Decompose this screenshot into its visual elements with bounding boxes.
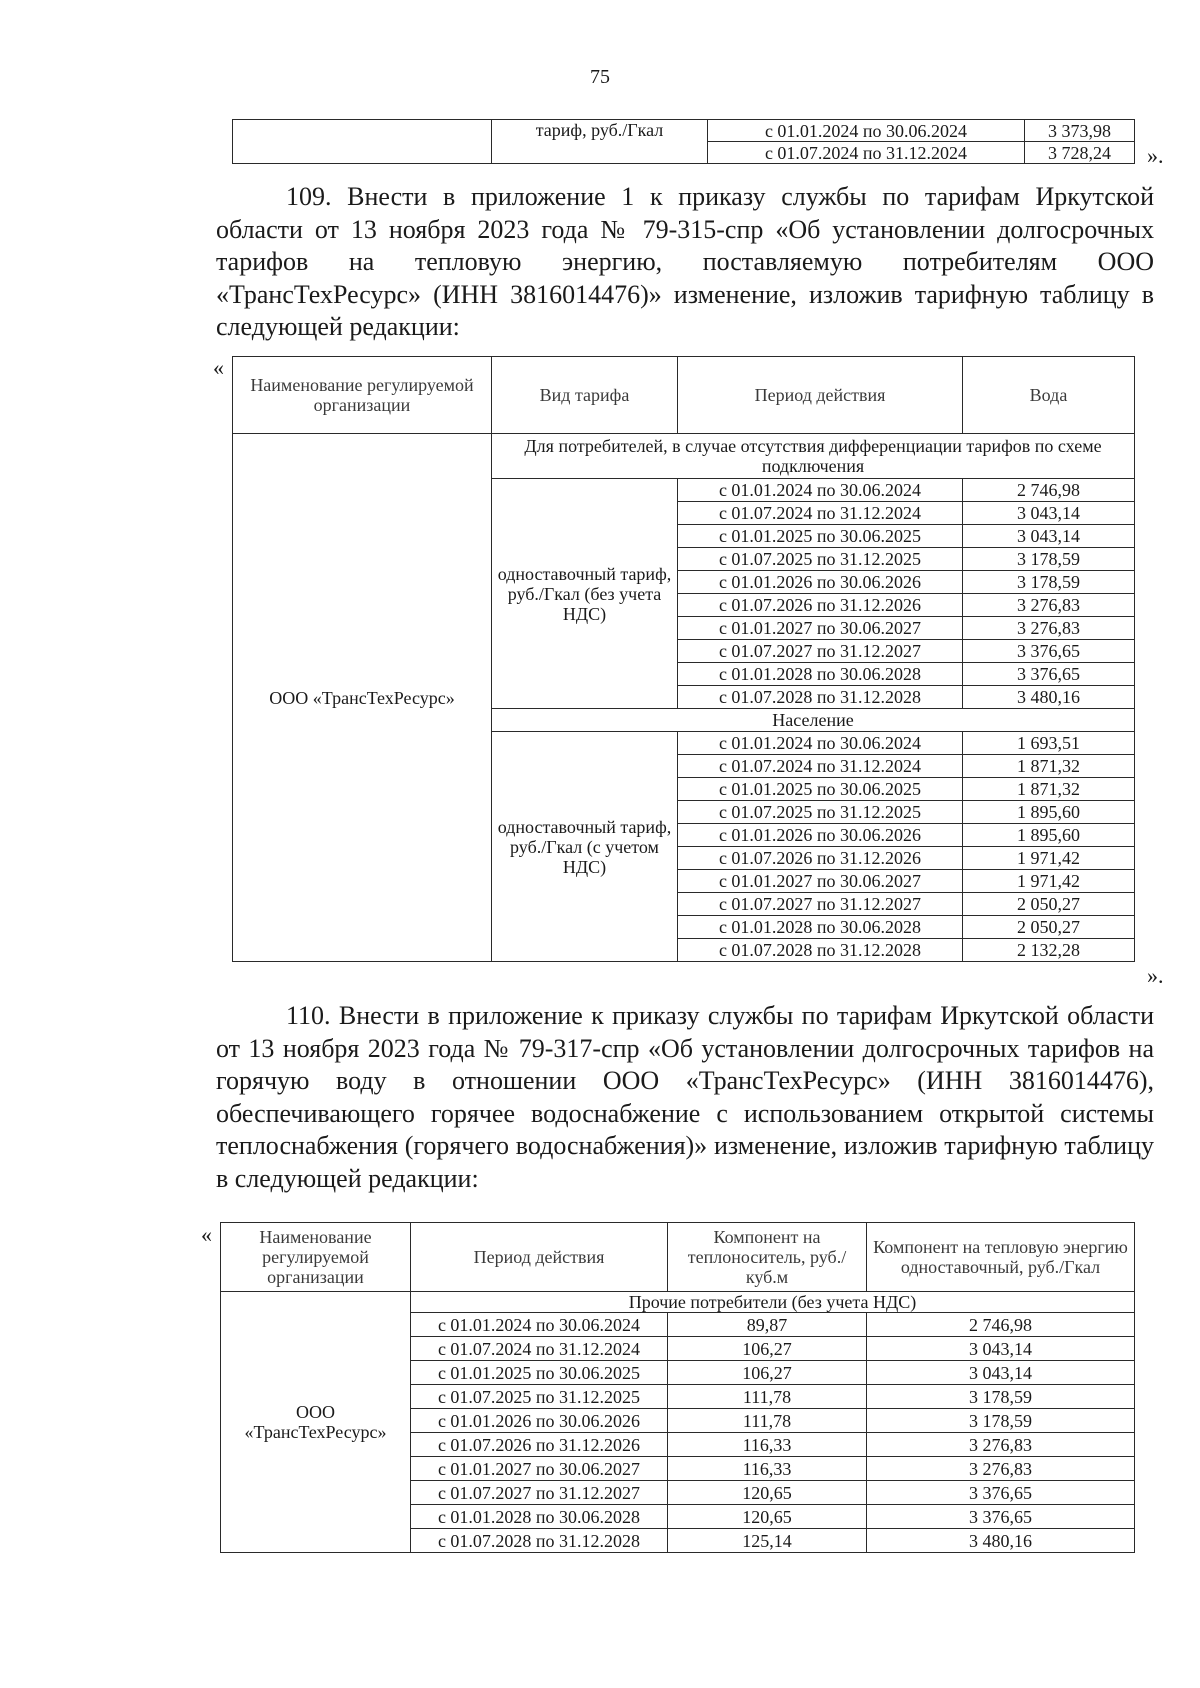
carrier-cell: 111,78 bbox=[668, 1385, 867, 1409]
org-name: ООО «ТрансТехРесурс» bbox=[221, 1292, 411, 1553]
energy-cell: 3 276,83 bbox=[867, 1433, 1135, 1457]
period-cell: с 01.07.2026 по 31.12.2026 bbox=[678, 847, 963, 870]
paragraph-109 bbox=[216, 181, 1154, 344]
value-cell: 3 276,83 bbox=[963, 617, 1135, 640]
tariff-table-110 bbox=[220, 1222, 1135, 1553]
header-org: Наименование регулируемой организации bbox=[221, 1223, 411, 1292]
energy-cell: 3 178,59 bbox=[867, 1385, 1135, 1409]
energy-cell: 3 376,65 bbox=[867, 1481, 1135, 1505]
carrier-cell: 120,65 bbox=[668, 1505, 867, 1529]
period-cell: с 01.07.2028 по 31.12.2028 bbox=[678, 939, 963, 962]
tariff-label: тариф, руб./Гкал bbox=[492, 120, 708, 164]
value-cell: 3 376,65 bbox=[963, 663, 1135, 686]
period-cell: с 01.01.2027 по 30.06.2027 bbox=[678, 617, 963, 640]
header-period: Период действия bbox=[678, 357, 963, 434]
header-carrier-component: Компонент на теплоноситель, руб./куб.м bbox=[668, 1223, 867, 1292]
continuation-table bbox=[232, 119, 1135, 164]
paragraph-110-text: 110. Внести в приложение к приказу службы по тарифам Иркутской области от 13 ноября 2023 года № 79-317-спр «Об установлении долгосрочных тарифов на горячую воду в отношении ООО «ТрансТехРесурс» (ИНН 3816014476), обеспечивающего горячее водоснабжение с использованием открытой системы теплоснабжения (горячего водоснабжения)» изменение, изложив тарифную таблицу в следующей редакции: bbox=[216, 1001, 1154, 1193]
value-cell: 1 895,60 bbox=[963, 801, 1135, 824]
value-cell: 3 728,24 bbox=[1025, 142, 1135, 164]
carrier-cell: 116,33 bbox=[668, 1457, 867, 1481]
period-cell: с 01.01.2024 по 30.06.2024 bbox=[708, 120, 1025, 142]
carrier-cell: 116,33 bbox=[668, 1433, 867, 1457]
period-cell: с 01.01.2025 по 30.06.2025 bbox=[678, 525, 963, 548]
period-cell: с 01.01.2028 по 30.06.2028 bbox=[411, 1505, 668, 1529]
period-cell: с 01.07.2027 по 31.12.2027 bbox=[678, 640, 963, 663]
carrier-cell: 89,87 bbox=[668, 1313, 867, 1337]
period-cell: с 01.01.2025 по 30.06.2025 bbox=[678, 778, 963, 801]
group-title-population: Население bbox=[492, 709, 1135, 732]
period-cell: с 01.01.2025 по 30.06.2025 bbox=[411, 1361, 668, 1385]
tariff-type-no-vat: одноставочный тариф, руб./Гкал (без учета НДС) bbox=[492, 479, 678, 709]
value-cell: 3 276,83 bbox=[963, 594, 1135, 617]
carrier-cell: 106,27 bbox=[668, 1361, 867, 1385]
period-cell: с 01.01.2027 по 30.06.2027 bbox=[678, 870, 963, 893]
period-cell: с 01.01.2026 по 30.06.2026 bbox=[678, 571, 963, 594]
period-cell: с 01.07.2026 по 31.12.2026 bbox=[411, 1433, 668, 1457]
value-cell: 2 746,98 bbox=[963, 479, 1135, 502]
header-tariff-type: Вид тарифа bbox=[492, 357, 678, 434]
period-cell: с 01.07.2024 по 31.12.2024 bbox=[708, 142, 1025, 164]
energy-cell: 3 178,59 bbox=[867, 1409, 1135, 1433]
value-cell: 3 376,65 bbox=[963, 640, 1135, 663]
value-cell: 2 050,27 bbox=[963, 916, 1135, 939]
header-energy-component: Компонент на тепловую энергию одноставочный, руб./Гкал bbox=[867, 1223, 1135, 1292]
period-cell: с 01.01.2028 по 30.06.2028 bbox=[678, 916, 963, 939]
energy-cell: 3 043,14 bbox=[867, 1337, 1135, 1361]
period-cell: с 01.07.2025 по 31.12.2025 bbox=[678, 548, 963, 571]
period-cell: с 01.07.2027 по 31.12.2027 bbox=[411, 1481, 668, 1505]
period-cell: с 01.01.2024 по 30.06.2024 bbox=[678, 732, 963, 755]
paragraph-109-text: 109. Внести в приложение 1 к приказу службы по тарифам Иркутской области от 13 ноября 2023 года № 79-315-спр «Об установлении долгосрочных тарифов на тепловую энергию, поставляемую потребителям ООО «ТрансТехРесурс» (ИНН 3816014476)» изменение, изложив тарифную таблицу в следующей редакции: bbox=[216, 182, 1154, 341]
value-cell: 2 050,27 bbox=[963, 893, 1135, 916]
value-cell: 1 971,42 bbox=[963, 870, 1135, 893]
period-cell: с 01.01.2026 по 30.06.2026 bbox=[411, 1409, 668, 1433]
page-number: 75 bbox=[590, 66, 610, 88]
tariff-type-with-vat: одноставочный тариф, руб./Гкал (с учетом НДС) bbox=[492, 732, 678, 962]
energy-cell: 3 376,65 bbox=[867, 1505, 1135, 1529]
period-cell: с 01.07.2024 по 31.12.2024 bbox=[411, 1337, 668, 1361]
value-cell: 1 871,32 bbox=[963, 778, 1135, 801]
carrier-cell: 106,27 bbox=[668, 1337, 867, 1361]
closing-quote: ». bbox=[1147, 143, 1164, 168]
value-cell: 2 132,28 bbox=[963, 939, 1135, 962]
value-cell: 3 178,59 bbox=[963, 548, 1135, 571]
value-cell: 3 043,14 bbox=[963, 525, 1135, 548]
energy-cell: 3 276,83 bbox=[867, 1457, 1135, 1481]
energy-cell: 3 480,16 bbox=[867, 1529, 1135, 1553]
value-cell: 3 178,59 bbox=[963, 571, 1135, 594]
header-org: Наименование регулируемой организации bbox=[233, 357, 492, 434]
value-cell: 3 480,16 bbox=[963, 686, 1135, 709]
header-water: Вода bbox=[963, 357, 1135, 434]
period-cell: с 01.07.2025 по 31.12.2025 bbox=[678, 801, 963, 824]
value-cell: 1 971,42 bbox=[963, 847, 1135, 870]
carrier-cell: 120,65 bbox=[668, 1481, 867, 1505]
period-cell: с 01.07.2025 по 31.12.2025 bbox=[411, 1385, 668, 1409]
energy-cell: 2 746,98 bbox=[867, 1313, 1135, 1337]
paragraph-110 bbox=[216, 1000, 1154, 1195]
value-cell: 1 871,32 bbox=[963, 755, 1135, 778]
carrier-cell: 125,14 bbox=[668, 1529, 867, 1553]
period-cell: с 01.07.2024 по 31.12.2024 bbox=[678, 755, 963, 778]
value-cell: 3 043,14 bbox=[963, 502, 1135, 525]
period-cell: с 01.07.2028 по 31.12.2028 bbox=[678, 686, 963, 709]
period-cell: с 01.07.2027 по 31.12.2027 bbox=[678, 893, 963, 916]
carrier-cell: 111,78 bbox=[668, 1409, 867, 1433]
period-cell: с 01.01.2024 по 30.06.2024 bbox=[678, 479, 963, 502]
org-cell bbox=[233, 120, 492, 164]
value-cell: 3 373,98 bbox=[1025, 120, 1135, 142]
group-title-consumers: Для потребителей, в случае отсутствия дифференциации тарифов по схеме подключения bbox=[492, 434, 1135, 479]
value-cell: 1 895,60 bbox=[963, 824, 1135, 847]
group-title-other: Прочие потребители (без учета НДС) bbox=[411, 1292, 1135, 1313]
period-cell: с 01.07.2024 по 31.12.2024 bbox=[678, 502, 963, 525]
period-cell: с 01.07.2026 по 31.12.2026 bbox=[678, 594, 963, 617]
closing-quote: ». bbox=[1147, 963, 1164, 988]
opening-quote: « bbox=[213, 355, 224, 380]
header-period: Период действия bbox=[411, 1223, 668, 1292]
period-cell: с 01.01.2027 по 30.06.2027 bbox=[411, 1457, 668, 1481]
value-cell: 1 693,51 bbox=[963, 732, 1135, 755]
period-cell: с 01.01.2024 по 30.06.2024 bbox=[411, 1313, 668, 1337]
period-cell: с 01.01.2028 по 30.06.2028 bbox=[678, 663, 963, 686]
org-name: ООО «ТрансТехРесурс» bbox=[233, 434, 492, 962]
energy-cell: 3 043,14 bbox=[867, 1361, 1135, 1385]
period-cell: с 01.07.2028 по 31.12.2028 bbox=[411, 1529, 668, 1553]
period-cell: с 01.01.2026 по 30.06.2026 bbox=[678, 824, 963, 847]
tariff-table-109 bbox=[232, 356, 1135, 962]
opening-quote: « bbox=[201, 1222, 212, 1247]
